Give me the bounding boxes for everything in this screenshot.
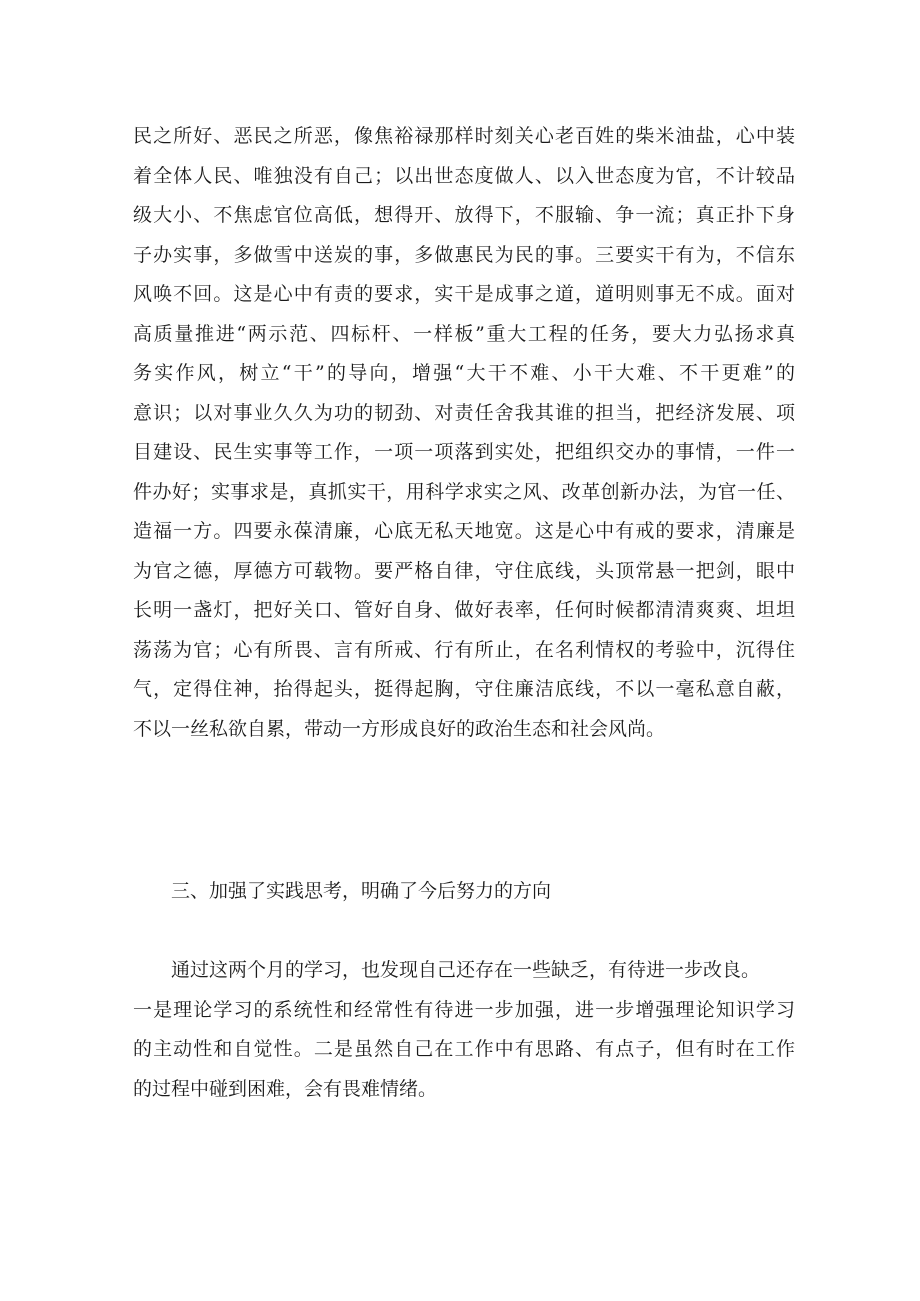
text-line: 长明一盏灯，把好关口、管好自身、做好表率，任何时候都清清爽爽、坦坦 (133, 599, 795, 621)
body-paragraph-2 (133, 951, 795, 1109)
text-line: 目建设、民生实事等工作，一项一项落到实处，把组织交办的事情，一件一 (133, 441, 795, 463)
body-paragraph-1 (133, 117, 795, 749)
text-line: 一是理论学习的系统性和经常性有待进一步加强，进一步增强理论知识学习 (133, 998, 795, 1021)
text-line: 高质量推进“两示范、四标杆、一样板”重大工程的任务，要大力弘扬求真 (133, 322, 795, 345)
text-line: 造福一方。四要永葆清廉，心底无私天地宽。这是心中有戒的要求，清廉是 (133, 520, 795, 542)
text-line: 的主动性和自觉性。二是虽然自己在工作中有思路、有点子，但有时在工作 (133, 1038, 795, 1060)
text-line: 风唤不回。这是心中有责的要求，实干是成事之道，道明则事无不成。面对 (133, 283, 795, 305)
text-line: 务实作风，树立“干”的导向，增强“大干不难、小干大难、不干更难”的 (133, 362, 795, 384)
section-heading-text: 三、加强了实践思考，明确了今后努力的方向 (171, 880, 552, 902)
text-line: 民之所好、恶民之所恶，像焦裕禄那样时刻关心老百姓的柴米油盐，心中装 (133, 125, 795, 147)
text-line: 级大小、不焦虑官位高低，想得开、放得下，不服输、争一流；真正扑下身 (133, 204, 795, 226)
text-line: 荡荡为官；心有所畏、言有所戒、行有所止，在名利情权的考验中，沉得住 (133, 638, 795, 661)
text-line: 气，定得住神，抬得起头，挺得起胸，守住廉洁底线，不以一毫私意自蔽， (133, 678, 795, 700)
text-line: 意识；以对事业久久为功的韧劲、对责任舍我其谁的担当，把经济发展、项 (133, 401, 795, 424)
text-line: 件办好；实事求是，真抓实干，用科学求实之风、改革创新办法，为官一任、 (133, 480, 795, 503)
section-heading-3 (133, 872, 795, 912)
text-line: 不以一丝私欲自累，带动一方形成良好的政治生态和社会风尚。 (133, 717, 666, 740)
text-line: 通过这两个月的学习，也发现自己还存在一些缺乏，有待进一步改良。 (171, 959, 761, 981)
text-line: 为官之德，厚德方可载物。要严格自律，守住底线，头顶常悬一把剑，眼中 (133, 559, 795, 582)
text-line: 子办实事，多做雪中送炭的事，多做惠民为民的事。三要实干有为，不信东 (133, 243, 795, 266)
text-line: 着全体人民、唯独没有自己；以出世态度做人、以入世态度为官，不计较品 (133, 164, 795, 187)
text-line: 的过程中碰到困难，会有畏难情绪。 (133, 1077, 438, 1100)
